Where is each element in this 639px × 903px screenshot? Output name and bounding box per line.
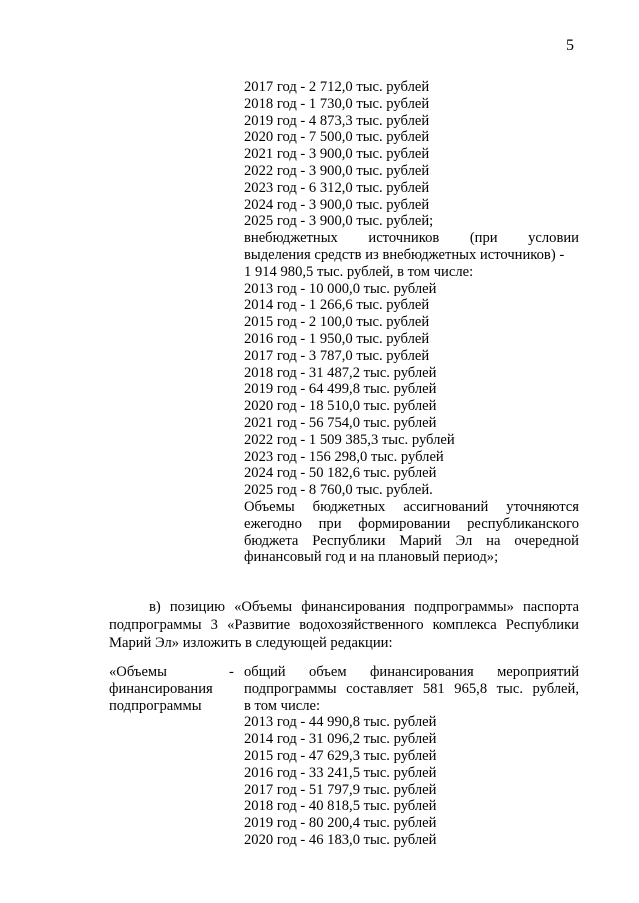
list-item: 2022 год - 3 900,0 тыс. рублей [244, 162, 430, 179]
list-item: 2013 год - 44 990,8 тыс. рублей [244, 714, 437, 731]
list-item: 2023 год - 156 298,0 тыс. рублей [244, 448, 444, 465]
label-line-3: подпрограммы [109, 697, 202, 714]
list-item: 2016 год - 33 241,5 тыс. рублей [244, 764, 437, 781]
paragraph-line-2: подпрограммы 3 «Развитие водохозяйственного комплекса Республики [109, 617, 579, 633]
total-line-2: подпрограммы составляет 581 965,8 тыс. рублей, [244, 680, 579, 697]
list-item: 2024 год - 3 900,0 тыс. рублей [244, 196, 430, 213]
extra-budget-line-3: 1 914 980,5 тыс. рублей, в том числе: [244, 263, 474, 280]
page-number: 5 [566, 37, 574, 54]
list-item: 2025 год - 8 760,0 тыс. рублей. [244, 482, 433, 499]
list-item: 2018 год - 40 818,5 тыс. рублей [244, 798, 437, 815]
note-line-2: ежегодно при формировании республиканского [244, 515, 579, 532]
note-line-1: Объемы бюджетных ассигнований уточняются [244, 498, 579, 515]
list-item: 2020 год - 7 500,0 тыс. рублей [244, 129, 430, 146]
label-line-1: «Объемы [109, 664, 167, 680]
paragraph-line-1: в) позицию «Объемы финансирования подпрограммы» паспорта [149, 599, 579, 615]
total-line-3: в том числе: [244, 697, 321, 714]
note-line-4: финансовый год и на плановый период»; [244, 549, 499, 566]
list-item: 2019 год - 80 200,4 тыс. рублей [244, 815, 437, 832]
list-item: 2017 год - 51 797,9 тыс. рублей [244, 781, 437, 798]
list-item: 2019 год - 4 873,3 тыс. рублей [244, 112, 430, 129]
table-value [244, 664, 579, 849]
budget-years-list [244, 79, 579, 566]
list-item: 2016 год - 1 950,0 тыс. рублей [244, 330, 430, 347]
list-item: 2015 год - 47 629,3 тыс. рублей [244, 747, 437, 764]
list-item: 2018 год - 1 730,0 тыс. рублей [244, 95, 430, 112]
table-dash: - [229, 664, 234, 680]
list-item: 2014 год - 1 266,6 тыс. рублей [244, 297, 430, 314]
label-line-2: финансирования [109, 680, 213, 697]
paragraph-line-3: Марий Эл» изложить в следующей редакции: [109, 635, 393, 651]
list-item: 2014 год - 31 096,2 тыс. рублей [244, 731, 437, 748]
paragraph-v [109, 598, 579, 652]
note-line-3: бюджета Республики Марий Эл на очередной [244, 532, 579, 549]
list-item: 2017 год - 2 712,0 тыс. рублей [244, 79, 430, 95]
list-item: 2015 год - 2 100,0 тыс. рублей [244, 314, 430, 331]
list-item: 2018 год - 31 487,2 тыс. рублей [244, 364, 437, 381]
extra-budget-line-2: выделения средств из внебюджетных источников) - [244, 246, 565, 263]
list-item: 2025 год - 3 900,0 тыс. рублей; [244, 213, 434, 230]
list-item: 2013 год - 10 000,0 тыс. рублей [244, 280, 437, 297]
total-line-1: общий объем финансирования мероприятий [244, 664, 579, 680]
list-item: 2022 год - 1 509 385,3 тыс. рублей [244, 431, 455, 448]
list-item: 2024 год - 50 182,6 тыс. рублей [244, 465, 437, 482]
list-item: 2023 год - 6 312,0 тыс. рублей [244, 179, 430, 196]
list-item: 2017 год - 3 787,0 тыс. рублей [244, 347, 430, 364]
list-item: 2019 год - 64 499,8 тыс. рублей [244, 381, 437, 398]
list-item: 2020 год - 46 183,0 тыс. рублей [244, 831, 437, 848]
table-label [109, 664, 234, 714]
list-item: 2021 год - 3 900,0 тыс. рублей [244, 146, 430, 163]
extra-budget-line-1: внебюджетных источников (при условии [244, 230, 579, 247]
list-item: 2021 год - 56 754,0 тыс. рублей [244, 414, 437, 431]
list-item: 2020 год - 18 510,0 тыс. рублей [244, 398, 437, 415]
